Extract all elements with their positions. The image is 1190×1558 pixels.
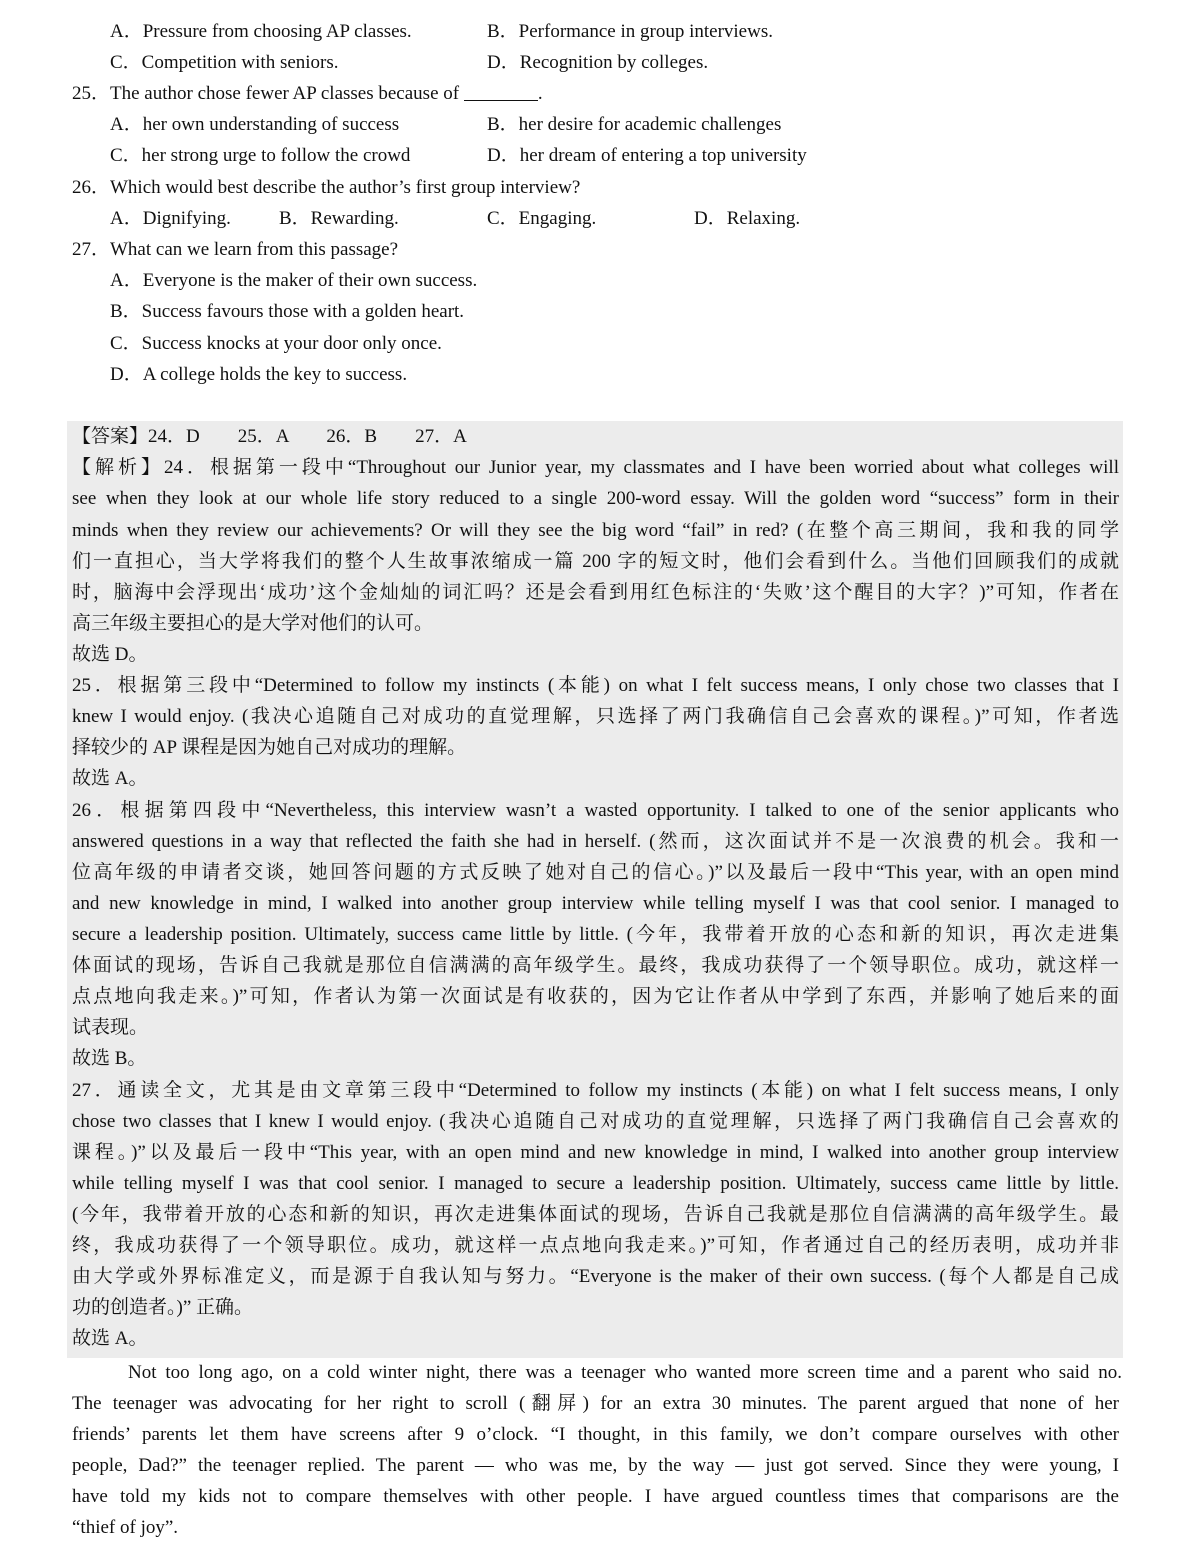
explanation-line: knew I would enjoy. (我决心追随自己对成功的直觉理解，只选择了两门我确信自己会喜欢的课程。)”可知，作者选: [72, 706, 1119, 727]
q25-option-b: B．her desire for academic challenges: [487, 114, 782, 135]
answer-key: 【答案】24．D 25．A 26．B 27．A: [72, 426, 467, 447]
explanation-conclusion: 故选 A。: [72, 768, 148, 789]
explanation-line: 高三年级主要担心的是大学对他们的认可。: [72, 613, 434, 634]
explanation-line: 终，我成功获得了一个领导职位。成功，就这样一点点地向我走来。)”可知，作者通过自己的经历表明，成功并非: [72, 1235, 1119, 1256]
explanation-line: 时，脑海中会浮现出‘成功’这个金灿灿的词汇吗？还是会看到用红色标注的‘失败’这个醒目的大字？)”可知，作者在: [72, 582, 1119, 603]
q26-option-b: B．Rewarding.: [279, 208, 399, 229]
explanation-conclusion: 故选 A。: [72, 1328, 148, 1349]
explanation-line: 功的创造者。)” 正确。: [72, 1297, 254, 1318]
explanation-conclusion: 故选 B。: [72, 1048, 147, 1069]
q25-option-d: D．her dream of entering a top university: [487, 145, 807, 166]
explanation-line: 点点地向我走来。)”可知，作者认为第一次面试是有收获的，因为它让作者从中学到了东西，并影响了她后来的面: [72, 986, 1119, 1007]
q26-option-c: C．Engaging.: [487, 208, 597, 229]
q24-option-a: A．Pressure from choosing AP classes.: [110, 21, 412, 42]
explanation-line: and new knowledge in mind, I walked into another group interview while telling myself I was that cool senior. I managed to: [72, 893, 1119, 914]
q25-stem-post: .: [537, 83, 543, 104]
q24-option-d: D．Recognition by colleges.: [487, 52, 709, 73]
q26-option-d: D．Relaxing.: [694, 208, 801, 229]
answer-blank: [464, 80, 538, 101]
q27-stem-text: 27．What can we learn from this passage?: [72, 239, 399, 260]
explanation-line: 择较少的 AP 课程是因为她自己对成功的理解。: [72, 737, 467, 758]
explanation-line: minds when they review our achievements? Or will they see the big word “fail” in red? (在整个高三期间，我和我的同学: [72, 520, 1119, 541]
q27-option-c: C．Success knocks at your door only once.: [110, 333, 442, 354]
q26-option-a: A．Dignifying.: [110, 208, 231, 229]
explanation-line: (今年，我带着开放的心态和新的知识，再次走进集体面试的现场，告诉自己我就是那位自信满满的高年级学生。最: [72, 1204, 1119, 1225]
explanation-line: 25．根据第三段中“Determined to follow my instincts (本能) on what I felt success means, I only chose two classes that I: [72, 675, 1119, 696]
explanation-line: 26．根据第四段中“Nevertheless, this interview wasn’t a wasted opportunity. I talked to one of the senior applicants who: [72, 800, 1119, 821]
q25-option-a: A．her own understanding of success: [110, 114, 400, 135]
q24-option-b: B．Performance in group interviews.: [487, 21, 773, 42]
q25-stem-pre: 25．The author chose fewer AP classes because of: [72, 83, 464, 104]
q27-option-d: D．A college holds the key to success.: [110, 364, 408, 385]
q27-option-a: A．Everyone is the maker of their own success.: [110, 270, 478, 291]
explanation-line: 由大学或外界标准定义，而是源于自我认知与努力。“Everyone is the maker of their own success. (每个人都是自己成: [72, 1266, 1119, 1287]
explanation-line: 27．通读全文，尤其是由文章第三段中“Determined to follow my instincts (本能) on what I felt success means, I only: [72, 1080, 1119, 1101]
passage-line: friends’ parents let them have screens after 9 o’clock. “I thought, in this family, we don’t compare ourselves with other: [72, 1424, 1119, 1445]
passage-line: people, Dad?” the teenager replied. The parent — who was me, by the way — just got served. Since they were young, I: [72, 1455, 1119, 1476]
q25-stem-text: [72, 78, 543, 109]
explanation-line: chose two classes that I knew I would enjoy. (我决心追随自己对成功的直觉理解，只选择了两门我确信自己会喜欢的: [72, 1111, 1119, 1132]
passage-line: The teenager was advocating for her right to scroll (翻屏) for an extra 30 minutes. The parent argued that none of her: [72, 1393, 1119, 1414]
explanation-line: 课程。)”以及最后一段中“This year, with an open mind and new knowledge in mind, I walked into another group interview: [72, 1142, 1119, 1163]
explanation-line: while telling myself I was that cool senior. I managed to secure a leadership position. Ultimately, success came little by little.: [72, 1173, 1119, 1194]
q25-option-c: C．her strong urge to follow the crowd: [110, 145, 411, 166]
explanation-line: 们一直担心，当大学将我们的整个人生故事浓缩成一篇 200 字的短文时，他们会看到什么。当他们回顾我们的成就: [72, 551, 1119, 572]
explanation-line: 体面试的现场，告诉自己我就是那位自信满满的高年级学生。最终，我成功获得了一个领导职位。成功，就这样一: [72, 955, 1119, 976]
explanation-line: secure a leadership position. Ultimately, success came little by little. (今年，我带着开放的心态和新的知识，再次走进集: [72, 924, 1119, 945]
passage-line: “thief of joy”.: [72, 1517, 179, 1538]
explanation-line: 试表现。: [72, 1017, 149, 1038]
q26-stem-text: 26．Which would best describe the author’s first group interview?: [72, 177, 581, 198]
explanation-line: see when they look at our whole life story reduced to a single 200-word essay. Will the golden word “success” form in their: [72, 488, 1119, 509]
explanation-line: 位高年级的申请者交谈，她回答问题的方式反映了她对自己的信心。)”以及最后一段中“This year, with an open mind: [72, 862, 1119, 883]
passage-line: Not too long ago, on a cold winter night, there was a teenager who wanted more screen time and a parent who said no.: [128, 1362, 1122, 1383]
explanation-conclusion: 故选 D。: [72, 644, 148, 665]
explanation-line: 【解析】24．根据第一段中“Throughout our Junior year, my classmates and I have been worried about what colleges will: [72, 457, 1119, 478]
q27-option-b: B．Success favours those with a golden heart.: [110, 301, 465, 322]
q24-option-c: C．Competition with seniors.: [110, 52, 339, 73]
explanation-line: answered questions in a way that reflected the faith she had in herself. (然而，这次面试并不是一次浪费的机会。我和一: [72, 831, 1119, 852]
passage-line: have told my kids not to compare themselves with other people. I have argued countless times that comparisons are the: [72, 1486, 1119, 1507]
